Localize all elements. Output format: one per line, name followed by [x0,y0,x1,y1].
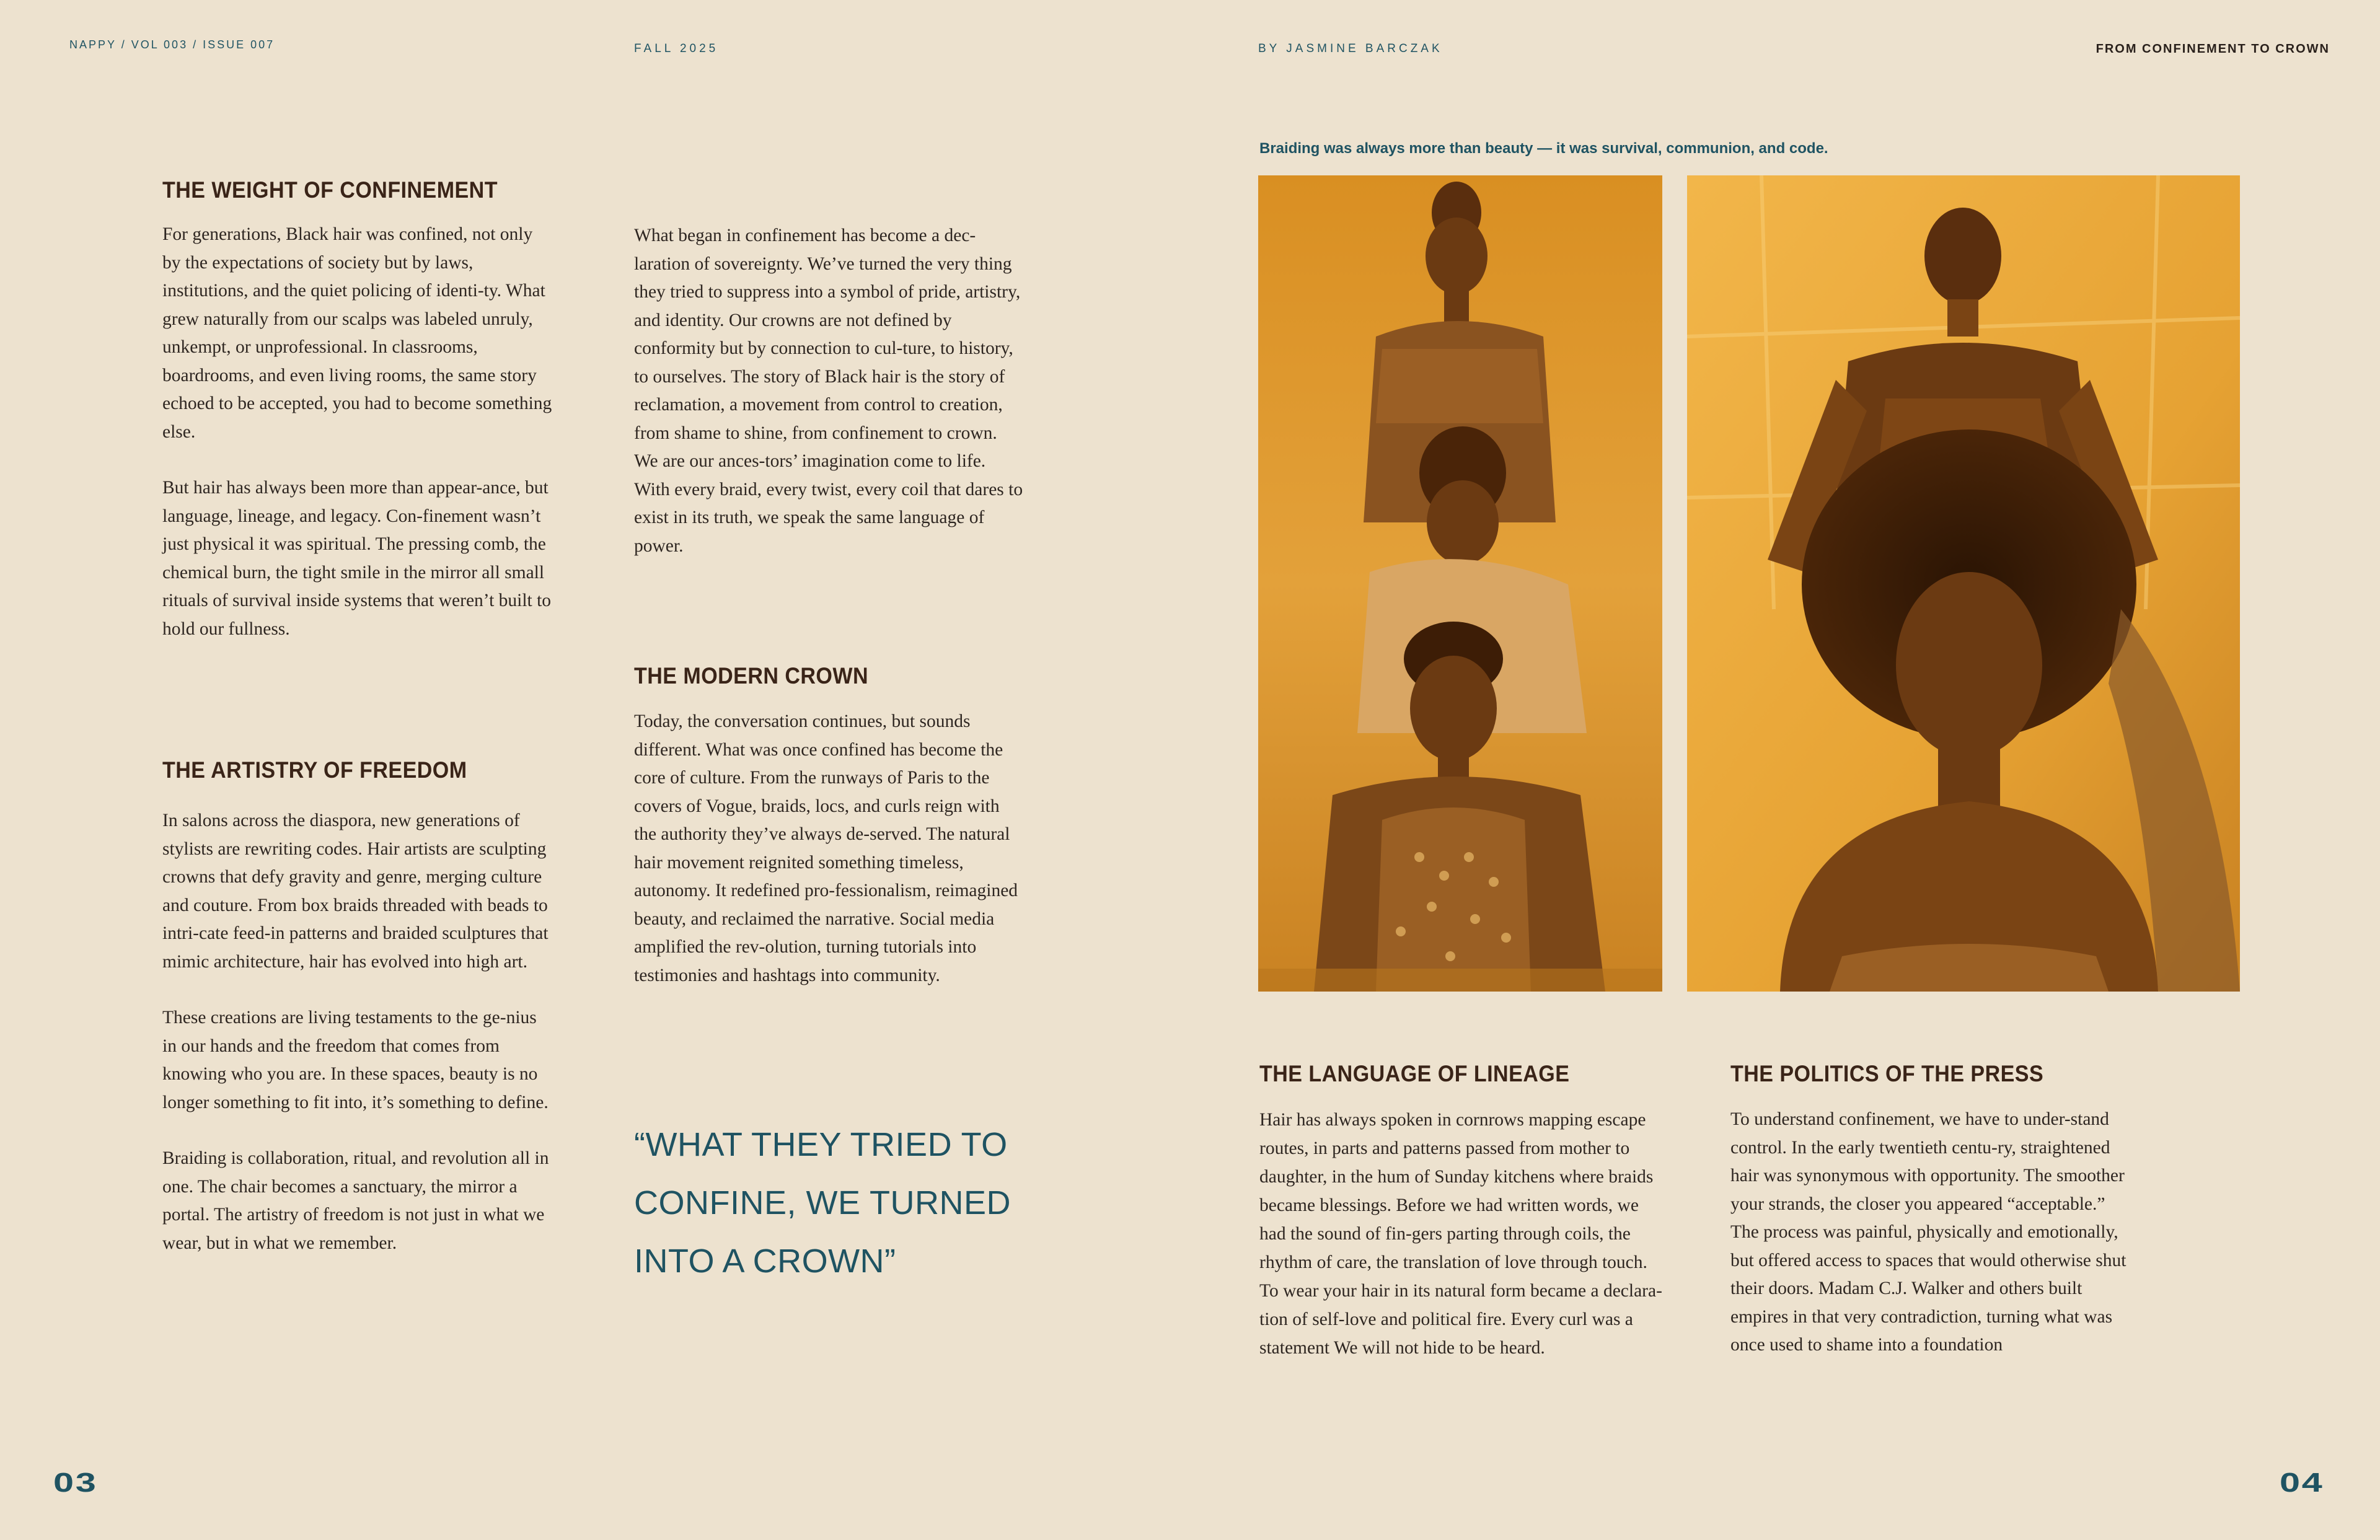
season-label: FALL 2025 [634,42,719,55]
paragraph: These creations are living testaments to the ge-nius in our hands and the freedom that comes from knowing who you are. In these spaces, beauty is no longer something to fit into, it’s something to define. [162,1008,549,1112]
modern-braiding-photo [1687,175,2240,992]
column2-intro [634,222,1025,560]
paragraph: Today, the conversation continues, but sounds different. What was once confined has become the core of culture. From the runways of Paris to the covers of Vogue, braids, locs, and curls reign with the authority they’ve always de-served. The natural hair movement reignited something timeless, autonomy. It redefined pro-fessionalism, reimagined beauty, and reclaimed the narrative. Social media amplified the rev-olution, turning tutorials into testimonies and hashtags into community. [634,711,1018,985]
section-body [1730,1106,2127,1360]
page-number-left: 03 [53,1467,98,1498]
pull-quote: “WHAT THEY TRIED TO CONFINE, WE TURNED INTO A CROWN” [634,1126,1011,1280]
section-body [1259,1106,1668,1362]
section-body [162,221,553,643]
running-title: FROM CONFINEMENT TO CROWN [2096,42,2330,56]
section-heading: THE LANGUAGE OF LINEAGE [1259,1061,1570,1086]
byline: BY JASMINE BARCZAK [1258,42,1443,55]
section-heading: THE WEIGHT OF CONFINEMENT [162,177,498,203]
paragraph: Braiding is collaboration, ritual, and revolution all in one. The chair becomes a sanctuary, the mirror a portal. The artistry of freedom is not just in what we wear, but in what we remember. [162,1148,549,1253]
archival-braiding-photo [1258,175,1662,992]
modern-photo-illustration [1687,175,2240,992]
archival-photo-illustration [1258,175,1662,992]
paragraph: Hair has always spoken in cornrows mapping escape routes, in parts and patterns passed from mother to daughter, in the hum of Sunday kitchens where braids became blessings. Before we had written words, we had the sound of fin-gers parting through coils, the rhythm of care, the translation of love through touch. To wear your hair in its natural form became a declara-tion of self-love and political fire. Every curl was a statement We will not hide to be heard. [1259,1110,1662,1358]
section-politics-of-the-press [1730,1061,2127,1360]
section-heading: THE POLITICS OF THE PRESS [1730,1061,2044,1086]
paragraph: To understand confinement, we have to under-stand control. In the early twentieth centu-ry, straightened hair was synonymous with opportunity. The smoother your strands, the closer you appeared “acceptable.” The process was painful, physically and emotionally, but offered access to spaces that would otherwise shut their doors. Madam C.J. Walker and others built empires in that very contradiction, turning what was once used to shame into a foundation [1730,1109,2127,1355]
section-body [634,708,1025,990]
page-number-right: 04 [2280,1467,2324,1498]
paragraph: For generations, Black hair was confined, not only by the expectations of society but by laws, institutions, and the quiet policing of identi-ty. What grew naturally from our scalps was labeled unruly, unkempt, or unprofessional. In classrooms, boardrooms, and even living rooms, the same story echoed to be accepted, you had to become something else. [162,224,552,442]
paragraph: But hair has always been more than appear-ance, but language, lineage, and legacy. Con-finement wasn’t just physical it was spiritual. The pressing comb, the chemical burn, the tight smile in the mirror all small rituals of survival inside systems that weren’t built to hold our fullness. [162,478,552,639]
paragraph: In salons across the diaspora, new generations of stylists are rewriting codes. Hair artists are sculpting crowns that defy gravity and genre, merging culture and couture. From box braids threaded with beads to intri-cate feed-in patterns and braided sculptures that mimic architecture, hair has evolved into high art. [162,811,549,972]
photo-caption: Braiding was always more than beauty — it was survival, communion, and code. [1259,140,1828,157]
section-weight-of-confinement [162,177,553,643]
section-artistry-of-freedom [162,757,553,1257]
section-language-of-lineage [1259,1061,1668,1362]
section-heading: THE MODERN CROWN [634,663,869,689]
section-modern-crown [634,663,1025,990]
issue-label: NAPPY / VOL 003 / ISSUE 007 [69,38,275,51]
section-body [162,807,553,1257]
section-heading: THE ARTISTRY OF FREEDOM [162,757,467,783]
paragraph: What began in confinement has become a dec-laration of sovereignty. We’ve turned the very thing they tried to suppress into a symbol of pride, artistry, and identity. Our crowns are not defined by conformity but by connection to cul-ture, to history, to ourselves. The story of Black hair is the story of reclamation, a movement from control to creation, from shame to shine, from confinement to crown. We are our ances-tors’ imagination come to life. With every braid, every twist, every coil that dares to exist in its truth, we speak the same language of power. [634,226,1023,556]
